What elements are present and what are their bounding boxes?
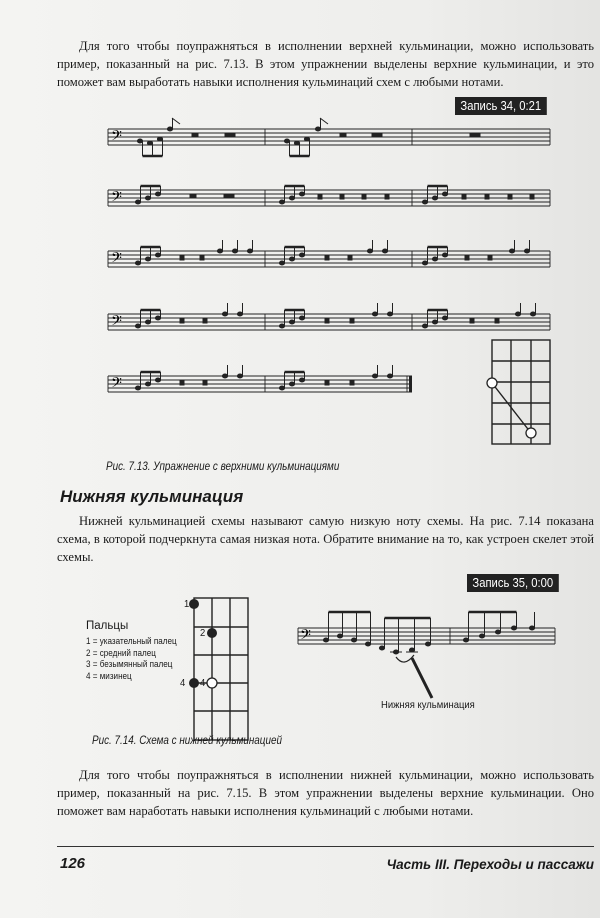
finger-dot-2 xyxy=(207,628,217,638)
bass-clef-1: 𝄢 xyxy=(111,128,122,148)
fret-finger-label-2: 2 xyxy=(200,627,206,639)
intro-lower-paragraph: Для того чтобы поупражняться в исполнении нижней кульминации, можно использовать пример, показанный на рис. 7.15. В этом упражнении выделены верхние кульминации. Оно поможет вам наработать навыки исполнения кульминаций с любыми нотами. xyxy=(57,768,594,818)
bass-clef-3: 𝄢 xyxy=(111,250,122,270)
finger-3-item: 3 = безымянный палец xyxy=(86,659,173,669)
fret-finger-label-4b: 4 xyxy=(200,677,206,689)
fingers-legend-title: Пальцы xyxy=(86,620,129,632)
fret-finger-label-4a: 4 xyxy=(180,677,186,689)
finger-1-item: 1 = указательный палец xyxy=(86,636,177,646)
finger-2-item: 2 = средний палец xyxy=(86,647,156,658)
bass-clef-2: 𝄢 xyxy=(111,189,122,209)
staff-fig-7-14 xyxy=(298,628,555,644)
intro-upper-paragraph: Для того чтобы поупражняться в исполнении верхней кульминации, можно использовать пример, показанный на рис. 7.13. В этом упражнении выделены верхние кульминации, и это поможет вам выработать навыки исполнения кульминаций схем с любыми нотами. xyxy=(57,39,594,89)
recording-35-badge: Запись 35, 0:00 xyxy=(467,574,559,592)
footer-rule xyxy=(57,846,594,847)
bass-clef-fig-7-14: 𝄢 xyxy=(300,627,311,647)
lowest-note-dot xyxy=(207,678,217,688)
notes-fig-7-14 xyxy=(323,612,534,654)
figure-7-14-caption: Рис. 7.14. Схема с нижней кульминацией xyxy=(92,735,282,747)
finger-dot-4 xyxy=(189,678,199,688)
recording-34-badge: Запись 34, 0:21 xyxy=(455,97,547,115)
bass-clef-4: 𝄢 xyxy=(111,313,122,333)
part-title: Часть III. Переходы и пассажи xyxy=(386,857,594,872)
figure-7-13-caption: Рис. 7.13. Упражнение с верхними кульминациями xyxy=(106,461,340,473)
bass-clef-5: 𝄢 xyxy=(111,375,122,395)
page-number: 126 xyxy=(60,855,86,872)
lower-definition-paragraph: Нижней кульминацией схемы называют самую низкую ноту схемы. На рис. 7.14 показана схема, в которой подчеркнута самая низкая нота. Обратите внимание на то, как устроен скелет этой схемы. xyxy=(57,514,594,564)
fretboard-lower-diagram xyxy=(194,598,248,740)
lower-climax-pointer xyxy=(412,658,432,698)
lower-climax-label: Нижняя кульминация xyxy=(381,699,475,711)
fret-finger-label-1: 1 xyxy=(184,598,190,610)
finger-4-item: 4 = мизинец xyxy=(86,670,132,681)
finger-dot-1 xyxy=(189,599,199,609)
section-heading: Нижняя кульминация xyxy=(60,487,244,506)
